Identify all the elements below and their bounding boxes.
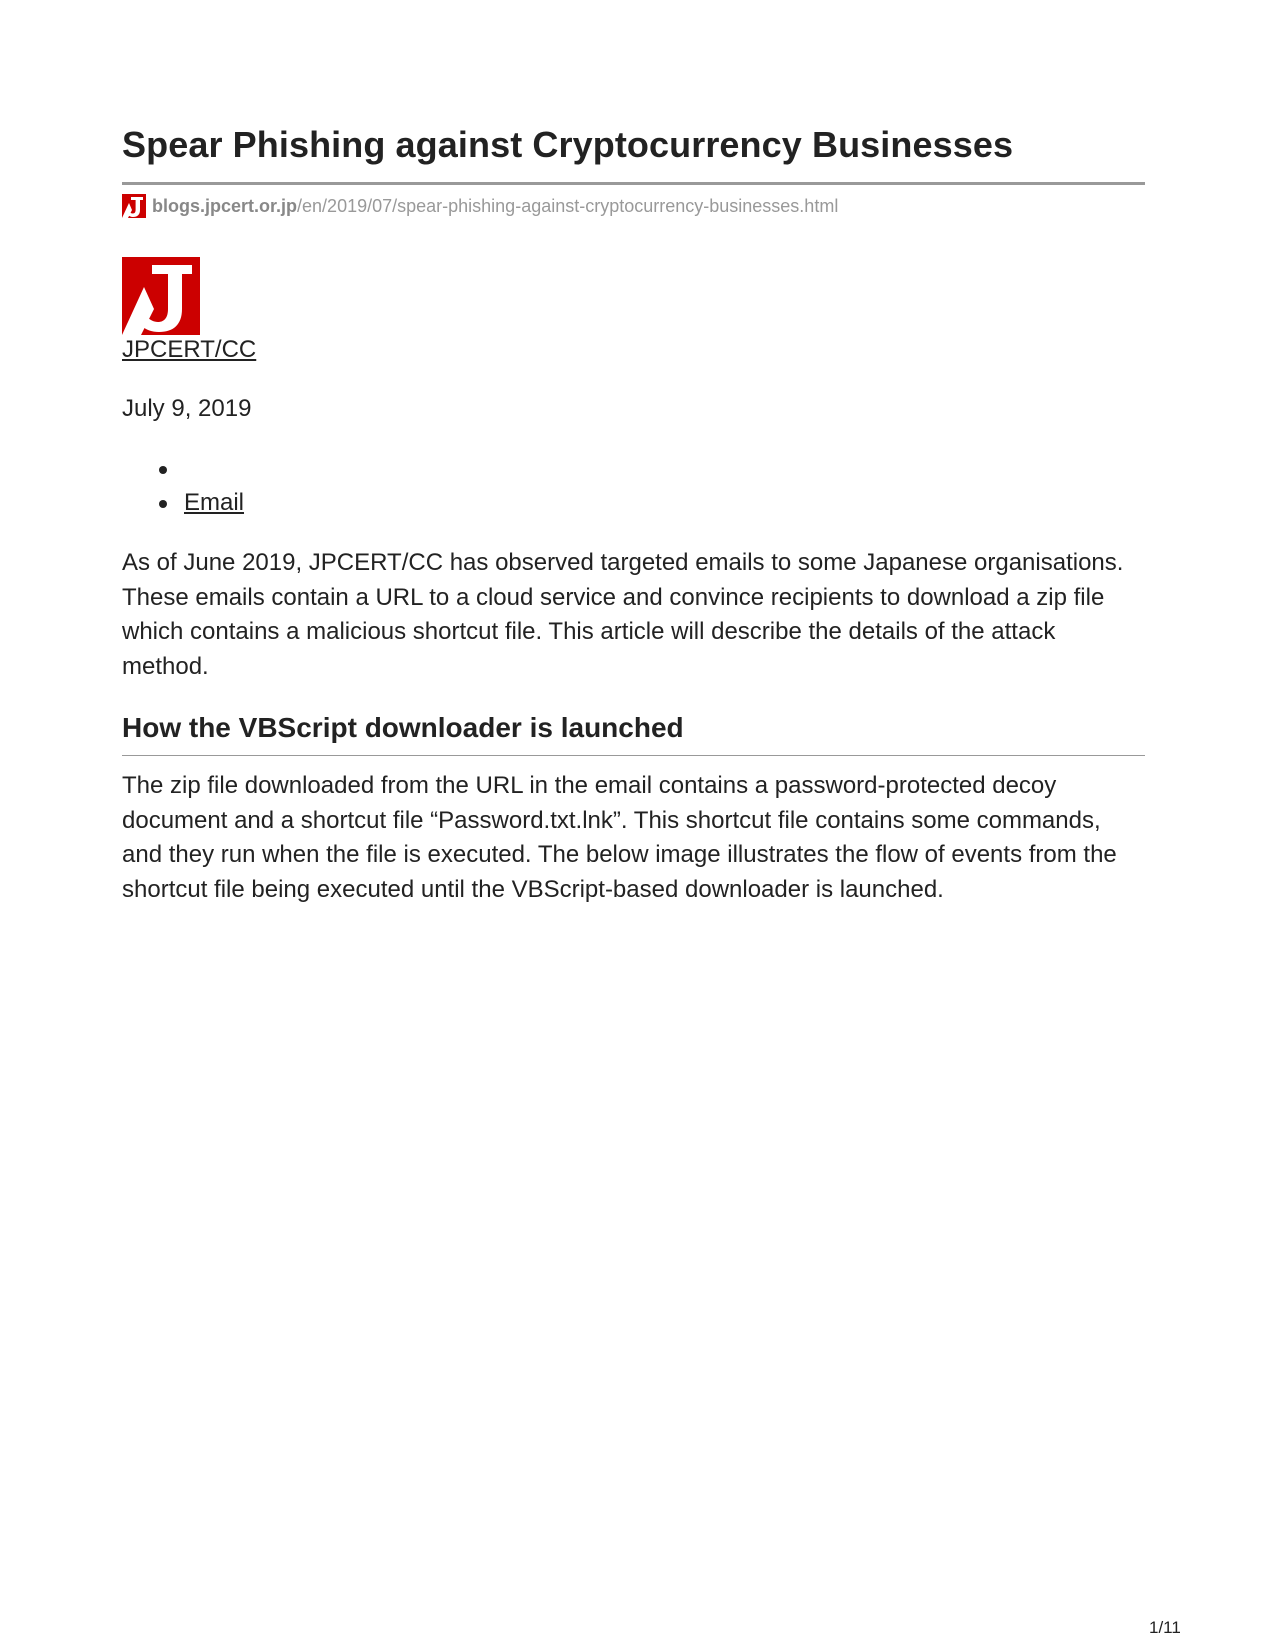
bullet-icon bbox=[159, 466, 167, 474]
author-link[interactable]: JPCERT/CC bbox=[122, 336, 257, 363]
share-list bbox=[122, 455, 244, 523]
section-paragraph: The zip file downloaded from the URL in the email contains a password-protected decoy document and a shortcut file “Password.txt.lnk”. This shortcut file contains some commands, and they run when the file is executed. The below image illustrates the flow of events from the shortcut file being executed until the VBScript-based downloader is launched. bbox=[122, 772, 1117, 903]
source-domain: blogs.jpcert.or.jp bbox=[152, 195, 298, 216]
publish-date: July 9, 2019 bbox=[122, 395, 252, 422]
email-share-link[interactable]: Email bbox=[184, 489, 245, 516]
share-item-email bbox=[122, 489, 244, 523]
source-link[interactable] bbox=[122, 193, 838, 219]
page-number: 1/11 bbox=[1149, 1618, 1181, 1637]
title-divider bbox=[122, 182, 1145, 185]
article-title: Spear Phishing against Cryptocurrency Businesses bbox=[122, 124, 1014, 165]
intro-paragraph: As of June 2019, JPCERT/CC has observed targeted emails to some Japanese organisations. These emails contain a URL to a cloud service and convince recipients to download a zip file which contains a malicious shortcut file. This article will describe the details of the attack method. bbox=[122, 549, 1124, 680]
bullet-icon bbox=[159, 500, 167, 508]
section-heading: How the VBScript downloader is launched bbox=[122, 712, 684, 743]
source-path: /en/2019/07/spear-phishing-against-cryptocurrency-businesses.html bbox=[297, 195, 839, 216]
section-divider bbox=[122, 755, 1145, 756]
jpcert-logo-icon bbox=[122, 257, 200, 335]
share-item-empty bbox=[122, 455, 244, 489]
jpcert-favicon-icon bbox=[122, 194, 146, 218]
